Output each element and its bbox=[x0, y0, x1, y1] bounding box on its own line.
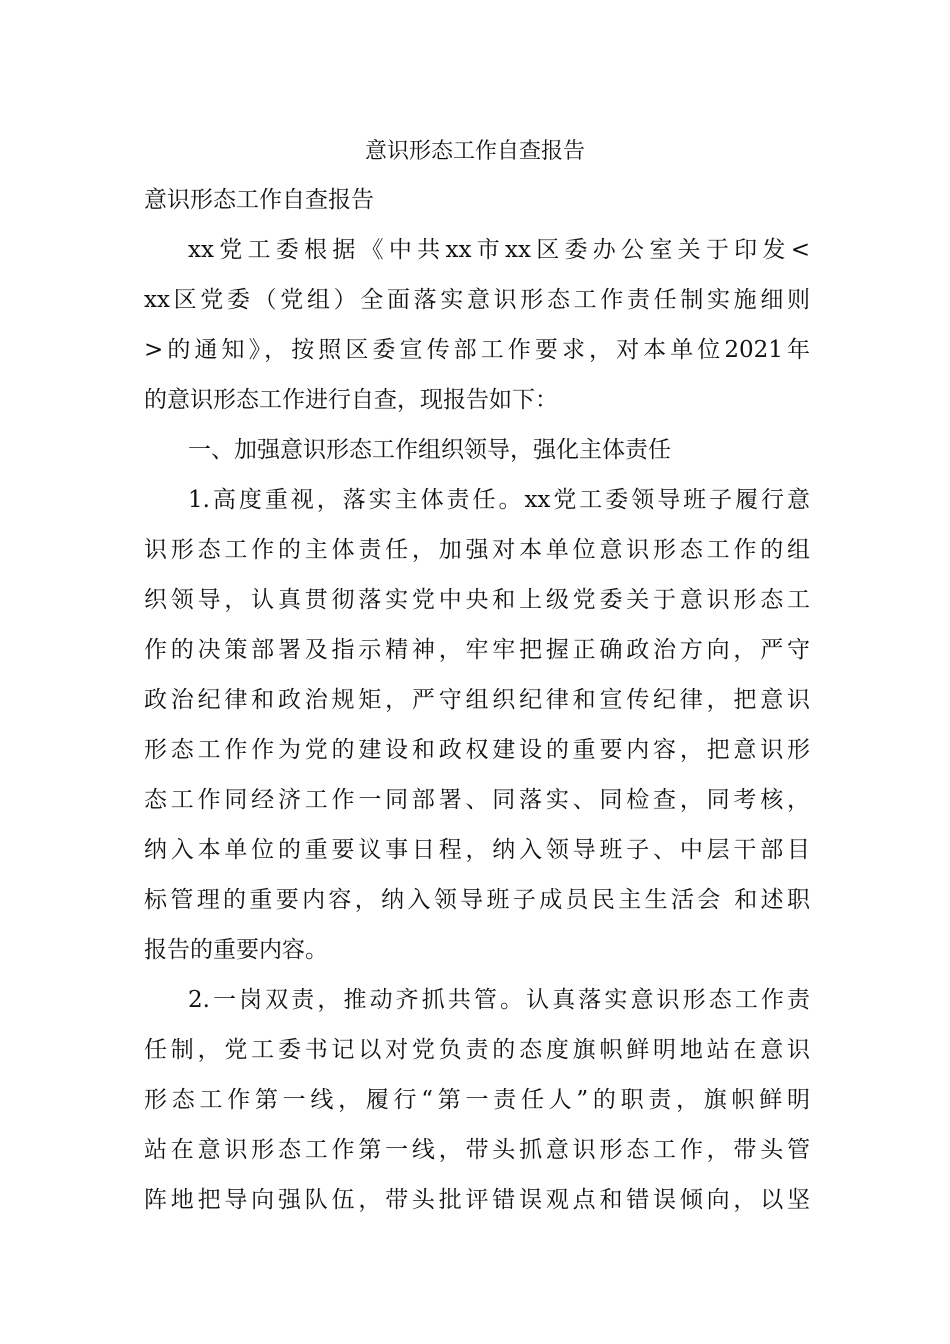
paragraph-line: 标管理的重要内容，纳入领导班子成员民主生活会 和述职 bbox=[144, 887, 810, 913]
paragraph-line: xx区党委（党组）全面落实意识形态工作责任制实施细则 bbox=[144, 287, 810, 313]
paragraph-line: 阵地把导向强队伍，带头批评错误观点和错误倾向，以坚 bbox=[144, 1187, 810, 1213]
paragraph-line: >的通知》，按照区委宣传部工作要求，对本单位2021年 bbox=[144, 337, 810, 363]
paragraph-line: 形态工作第一线，履行“第一责任人”的职责，旗帜鲜明 bbox=[144, 1087, 810, 1113]
paragraph-line: 作的决策部署及指示精神，牢牢把握正确政治方向，严守 bbox=[144, 637, 810, 663]
paragraph-line: 任制，党工委书记以对党负责的态度旗帜鲜明地站在意识 bbox=[144, 1037, 810, 1063]
paragraph-line: 纳入本单位的重要议事日程，纳入领导班子、中层干部目 bbox=[144, 837, 810, 863]
paragraph-line: 政治纪律和政治规矩，严守组织纪律和宣传纪律，把意识 bbox=[144, 687, 810, 713]
paragraph-line: 态工作同经济工作一同部署、同落实、同检查，同考核， bbox=[144, 787, 810, 813]
paragraph-line: 站在意识形态工作第一线，带头抓意识形态工作，带头管 bbox=[144, 1137, 810, 1163]
document-title: 意识形态工作自查报告 bbox=[364, 139, 585, 164]
paragraph-line: 报告的重要内容。 bbox=[144, 937, 328, 963]
paragraph-line: xx党工委根据《中共xx市xx区委办公室关于印发< bbox=[188, 237, 810, 263]
paragraph-line: 1.高度重视，落实主体责任。xx党工委领导班子履行意 bbox=[188, 487, 810, 513]
paragraph-line: 识形态工作的主体责任，加强对本单位意识形态工作的组 bbox=[144, 537, 810, 563]
section-heading: 一、加强意识形态工作组织领导，强化主体责任 bbox=[188, 437, 671, 463]
paragraph-line: 2.一岗双责，推动齐抓共管。认真落实意识形态工作责 bbox=[188, 987, 810, 1013]
paragraph-line: 织领导，认真贯彻落实党中央和上级党委关于意识形态工 bbox=[144, 587, 810, 613]
paragraph-line: 形态工作作为党的建设和政权建设的重要内容，把意识形 bbox=[144, 737, 810, 763]
subtitle-line: 意识形态工作自查报告 bbox=[144, 187, 374, 213]
paragraph-line: 的意识形态工作进行自查，现报告如下： bbox=[144, 387, 558, 413]
